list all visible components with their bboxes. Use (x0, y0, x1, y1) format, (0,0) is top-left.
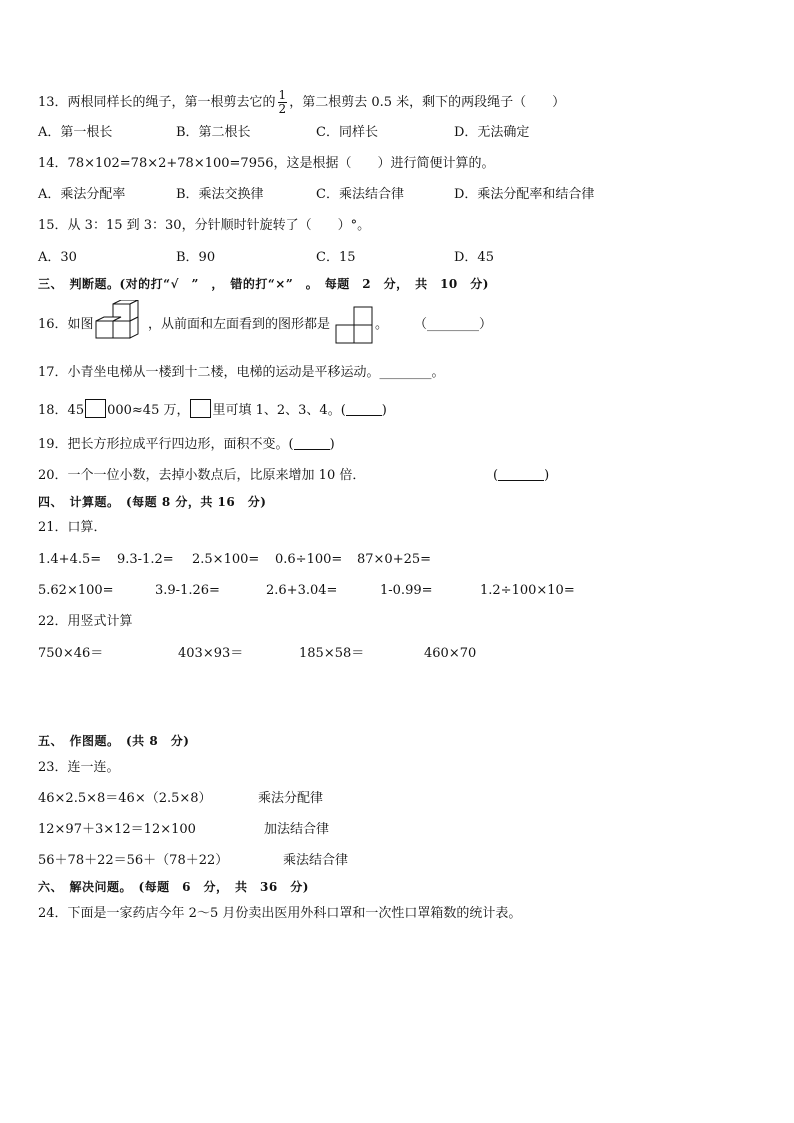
question-16-text-c: 。 (375, 317, 389, 332)
mental-calc-item: 2.5×100= (192, 552, 260, 567)
q15-option-b: B．90 (176, 250, 216, 265)
view-shape-figure (335, 306, 375, 344)
answer-blank (346, 403, 382, 416)
answer-blank (498, 468, 544, 481)
question-16-text-a: 16．如图 (38, 317, 94, 332)
fraction-one-half (278, 89, 288, 116)
mental-calc-item: 2.6+3.04= (266, 583, 338, 598)
question-13-text-b: ，第二根剪去 0.5 米，剩下的两段绳子（ ） (289, 95, 566, 110)
paren-close: ) (544, 468, 550, 483)
fraction-numerator: 1 (278, 88, 287, 102)
vertical-calc-item: 750×46＝ (38, 646, 104, 661)
matching-right-item: 乘法结合律 (283, 853, 349, 868)
question-14: 14．78×102=78×2+78×100=7956，这是根据（ ）进行简便计算的。 (38, 156, 495, 171)
mental-calc-item: 9.3-1.2= (117, 552, 174, 567)
section-5-heading: 五、 作图题。 (共 8 分) (38, 734, 190, 748)
q14-option-a: A．乘法分配率 (38, 187, 126, 202)
question-18 (38, 399, 387, 419)
question-21: 21．口算． (38, 520, 107, 535)
question-23: 23．连一连。 (38, 760, 120, 775)
question-20-answer (493, 468, 549, 484)
question-19-text: 19．把长方形拉成平行四边形，面积不变。( (38, 437, 294, 452)
q13-option-d: D．无法确定 (454, 125, 530, 140)
q13-option-b: B．第二根长 (176, 125, 251, 140)
answer-box (190, 399, 211, 418)
matching-left-item: 12×97＋3×12＝12×100 (38, 822, 196, 837)
question-16-answer-blank: （________） (414, 317, 493, 332)
question-19-close: ) (329, 437, 335, 452)
question-13-text-a: 13．两根同样长的绳子，第一根剪去它的 (38, 95, 276, 110)
question-22: 22．用竖式计算 (38, 614, 133, 629)
mental-calc-item: 87×0+25= (357, 552, 432, 567)
vertical-calc-item: 403×93＝ (178, 646, 244, 661)
cube-stack-figure (95, 300, 147, 344)
mental-calc-item: 3.9-1.26= (155, 583, 220, 598)
question-18-text-a: 18．45 (38, 403, 85, 418)
question-19 (38, 437, 335, 453)
question-24: 24．下面是一家药店今年 2～5 月份卖出医用外科口罩和一次性口罩箱数的统计表。 (38, 906, 522, 921)
question-20: 20．一个一位小数，去掉小数点后，比原来增加 10 倍． (38, 468, 366, 483)
answer-blank (294, 437, 330, 450)
section-4-heading: 四、 计算题。 (每题 8 分，共 16 分) (38, 495, 267, 509)
q13-option-a: A．第一根长 (38, 125, 113, 140)
q14-option-c: C．乘法结合律 (316, 187, 404, 202)
matching-right-item: 加法结合律 (264, 822, 330, 837)
question-13 (38, 89, 565, 116)
matching-left-item: 56＋78＋22＝56＋（78＋22） (38, 853, 229, 868)
q13-option-c: C．同样长 (316, 125, 378, 140)
mental-calc-item: 5.62×100= (38, 583, 114, 598)
q14-option-d: D．乘法分配率和结合律 (454, 187, 595, 202)
fraction-denominator: 2 (278, 102, 287, 116)
q15-option-d: D．45 (454, 250, 494, 265)
section-3-heading: 三、 判断题。(对的打“√ ” ， 错的打“×” 。 每题 2 分， 共 10 分) (38, 277, 489, 291)
q15-option-a: A．30 (38, 250, 77, 265)
question-18-text-b: 000≈45 万， (107, 403, 190, 418)
q14-option-b: B．乘法交换律 (176, 187, 264, 202)
mental-calc-item: 0.6÷100= (275, 552, 343, 567)
matching-left-item: 46×2.5×8＝46×（2.5×8） (38, 791, 212, 806)
paren-open: ( (493, 468, 499, 483)
matching-right-item: 乘法分配律 (258, 791, 324, 806)
q15-option-c: C．15 (316, 250, 356, 265)
answer-box (85, 399, 106, 418)
vertical-calc-item: 460×70 (424, 646, 477, 661)
question-18-text-c: 里可填 1、2、3、4。( (212, 403, 346, 418)
mental-calc-item: 1.2÷100×10= (480, 583, 575, 598)
question-17: 17．小青坐电梯从一楼到十二楼，电梯的运动是平移运动。________。 (38, 365, 445, 380)
question-15: 15．从 3：15 到 3：30，分针顺时针旋转了（ ）°。 (38, 218, 371, 233)
mental-calc-item: 1.4+4.5= (38, 552, 102, 567)
section-6-heading: 六、 解决问题。 (每题 6 分， 共 36 分) (38, 880, 309, 894)
question-16-text-b: ，从前面和左面看到的图形都是 (148, 317, 331, 332)
question-18-close: ) (381, 403, 387, 418)
vertical-calc-item: 185×58＝ (299, 646, 365, 661)
mental-calc-item: 1-0.99= (380, 583, 433, 598)
